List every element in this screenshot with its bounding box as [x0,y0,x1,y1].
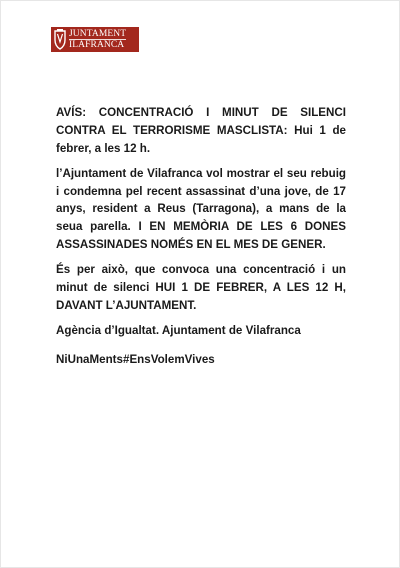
notice-paragraph-2: És per això, que convoca una concentració i un minut de silenci HUI 1 DE FEBRER, A LES 12 H, DAVANT L’AJUNTAMENT. [56,263,346,312]
logo-text [69,29,126,50]
logo-line1: JUNTAMENT [69,29,127,39]
notice-hashtags: NiUnaMents#EnsVolemVives [56,353,215,367]
notice-signature: Agència d’Igualtat. Ajuntament de Vilafranca [56,324,301,338]
notice-body [56,104,346,376]
notice-paragraph-1: l’Ajuntament de Vilafranca vol mostrar el seu rebuig i condemna pel recent assassinat d’una jove, de 17 anys, resident a Reus (Tarragona), a mans de la seua parella. I EN MEMÒRIA DE LES 6 DONES ASSASSINADES NOMÉS EN EL MES DE GENER. [56,166,346,252]
logo-line2: ILAFRANCA [69,40,125,50]
ajuntament-logo [51,27,139,52]
notice-heading: AVÍS: CONCENTRACIÓ I MINUT DE SILENCI CONTRA EL TERRORISME MASCLISTA: Hui 1 de febrer, a les 12 h. [56,106,346,155]
coat-of-arms-icon [53,29,67,50]
